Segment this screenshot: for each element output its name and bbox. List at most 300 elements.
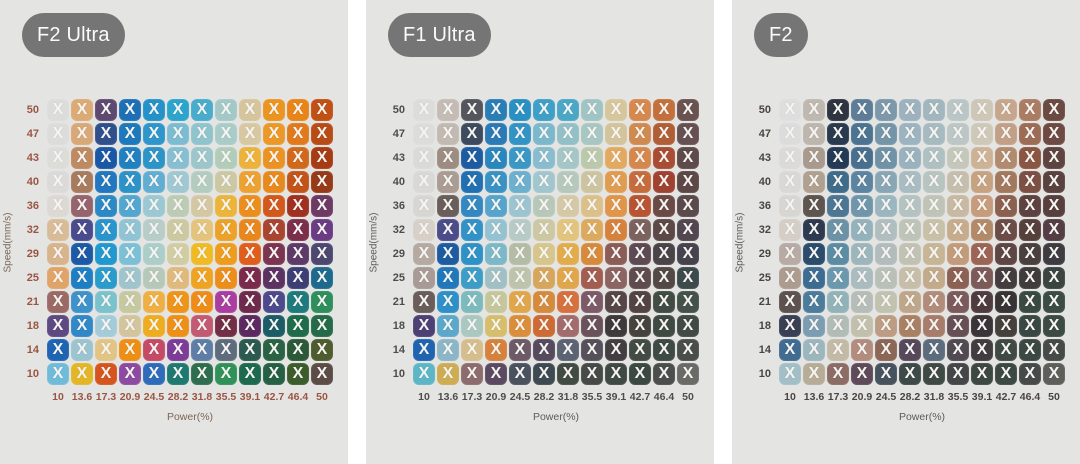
result-tile: X	[71, 123, 93, 145]
x-tick-label: 35.5	[947, 391, 969, 403]
result-tile: X	[875, 339, 897, 361]
result-tile: X	[779, 147, 801, 169]
result-tile: X	[1043, 291, 1065, 313]
result-tile: X	[875, 291, 897, 313]
result-tile: X	[461, 267, 483, 289]
result-tile: X	[557, 171, 579, 193]
result-tile: X	[191, 339, 213, 361]
result-tile: X	[779, 99, 801, 121]
result-tile: X	[581, 99, 603, 121]
result-tile: X	[533, 147, 555, 169]
result-tile: X	[413, 171, 435, 193]
result-tile: X	[803, 363, 825, 385]
result-tile: X	[191, 291, 213, 313]
result-tile: X	[311, 123, 333, 145]
result-tile: X	[47, 219, 69, 241]
result-tile: X	[899, 243, 921, 265]
result-tile: X	[653, 219, 675, 241]
result-tile: X	[923, 219, 945, 241]
speed-power-grid	[375, 99, 699, 425]
result-tile: X	[653, 147, 675, 169]
result-tile: X	[437, 99, 459, 121]
result-tile: X	[677, 315, 699, 337]
result-tile: X	[557, 147, 579, 169]
result-tile: X	[71, 315, 93, 337]
result-tile: X	[239, 99, 261, 121]
result-tile: X	[47, 363, 69, 385]
result-tile: X	[803, 123, 825, 145]
result-tile: X	[947, 195, 969, 217]
result-tile: X	[557, 123, 579, 145]
result-tile: X	[629, 315, 651, 337]
x-tick-label: 13.6	[803, 391, 825, 403]
result-tile: X	[437, 339, 459, 361]
result-tile: X	[899, 219, 921, 241]
result-tile: X	[629, 243, 651, 265]
result-tile: X	[311, 99, 333, 121]
x-tick-label: 20.9	[485, 391, 507, 403]
result-tile: X	[557, 363, 579, 385]
result-tile: X	[947, 267, 969, 289]
speed-power-grid	[9, 99, 333, 425]
result-tile: X	[413, 99, 435, 121]
y-tick-label: 40	[758, 176, 771, 188]
result-tile: X	[167, 315, 189, 337]
result-tile: X	[803, 171, 825, 193]
result-tile: X	[557, 195, 579, 217]
result-tile: X	[971, 219, 993, 241]
result-tile: X	[875, 315, 897, 337]
result-tile: X	[311, 147, 333, 169]
y-tick-label: 43	[26, 152, 39, 164]
device-badge-label: F1 Ultra	[403, 23, 476, 46]
axis-corner-spacer	[9, 387, 45, 407]
result-tile: X	[1019, 123, 1041, 145]
y-tick-label: 10	[392, 368, 405, 380]
x-tick-label: 42.7	[995, 391, 1017, 403]
result-tile: X	[653, 315, 675, 337]
result-tile: X	[851, 291, 873, 313]
result-tile: X	[95, 243, 117, 265]
result-tile: X	[215, 339, 237, 361]
result-tile: X	[533, 267, 555, 289]
result-tile: X	[677, 171, 699, 193]
x-axis-title: Power(%)	[898, 411, 946, 423]
result-tile: X	[971, 171, 993, 193]
result-tile: X	[215, 243, 237, 265]
result-tile: X	[71, 171, 93, 193]
result-tile: X	[653, 267, 675, 289]
result-tile: X	[215, 99, 237, 121]
result-tile: X	[191, 267, 213, 289]
result-tile: X	[629, 123, 651, 145]
result-tile: X	[581, 123, 603, 145]
result-tile: X	[803, 339, 825, 361]
result-tile: X	[995, 315, 1017, 337]
result-tile: X	[827, 315, 849, 337]
result-tile: X	[923, 315, 945, 337]
result-tile: X	[827, 267, 849, 289]
result-tile: X	[413, 315, 435, 337]
result-tile: X	[827, 291, 849, 313]
result-tile: X	[437, 123, 459, 145]
y-tick-label: 32	[758, 224, 771, 236]
result-tile: X	[263, 339, 285, 361]
result-tile: X	[437, 363, 459, 385]
result-tile: X	[605, 219, 627, 241]
y-tick-label: 14	[758, 344, 771, 356]
result-tile: X	[143, 315, 165, 337]
result-tile: X	[1019, 195, 1041, 217]
y-tick-label: 29	[758, 248, 771, 260]
result-tile: X	[413, 219, 435, 241]
result-tile: X	[899, 315, 921, 337]
result-tile: X	[239, 123, 261, 145]
result-tile: X	[1043, 339, 1065, 361]
result-tile: X	[851, 171, 873, 193]
result-tile: X	[581, 219, 603, 241]
result-tile: X	[215, 267, 237, 289]
result-tile: X	[287, 219, 309, 241]
result-tile: X	[1043, 195, 1065, 217]
result-tile: X	[875, 171, 897, 193]
x-tick-label: 24.5	[143, 391, 165, 403]
result-tile: X	[851, 267, 873, 289]
result-tile: X	[899, 195, 921, 217]
result-tile: X	[827, 243, 849, 265]
result-tile: X	[191, 123, 213, 145]
result-tile: X	[47, 339, 69, 361]
result-tile: X	[311, 267, 333, 289]
x-tick-label: 35.5	[215, 391, 237, 403]
result-tile: X	[485, 123, 507, 145]
result-tile: X	[851, 195, 873, 217]
result-tile: X	[899, 147, 921, 169]
result-tile: X	[971, 315, 993, 337]
result-tile: X	[995, 99, 1017, 121]
result-tile: X	[215, 219, 237, 241]
result-tile: X	[143, 267, 165, 289]
result-tile: X	[947, 171, 969, 193]
result-tile: X	[509, 291, 531, 313]
result-tile: X	[1019, 291, 1041, 313]
result-tile: X	[119, 267, 141, 289]
result-tile: X	[1019, 219, 1041, 241]
result-tile: X	[413, 123, 435, 145]
y-tick-label: 18	[392, 320, 405, 332]
result-tile: X	[899, 291, 921, 313]
x-axis-title: Power(%)	[532, 411, 580, 423]
result-tile: X	[899, 363, 921, 385]
result-tile: X	[311, 291, 333, 313]
result-tile: X	[557, 267, 579, 289]
result-tile: X	[215, 363, 237, 385]
result-tile: X	[653, 171, 675, 193]
panel-f2-ultra	[0, 0, 348, 464]
panel-f2	[732, 0, 1080, 464]
result-tile: X	[971, 123, 993, 145]
result-tile: X	[485, 171, 507, 193]
result-tile: X	[581, 363, 603, 385]
result-tile: X	[677, 123, 699, 145]
result-tile: X	[167, 171, 189, 193]
result-tile: X	[605, 123, 627, 145]
result-tile: X	[413, 195, 435, 217]
x-tick-label: 17.3	[95, 391, 117, 403]
result-tile: X	[485, 315, 507, 337]
x-tick-label: 20.9	[851, 391, 873, 403]
result-tile: X	[47, 291, 69, 313]
result-tile: X	[143, 123, 165, 145]
result-tile: X	[509, 195, 531, 217]
result-tile: X	[71, 99, 93, 121]
result-tile: X	[263, 219, 285, 241]
result-tile: X	[71, 195, 93, 217]
result-tile: X	[311, 243, 333, 265]
result-tile: X	[239, 195, 261, 217]
result-tile: X	[167, 195, 189, 217]
result-tile: X	[899, 339, 921, 361]
result-tile: X	[827, 147, 849, 169]
result-tile: X	[779, 123, 801, 145]
device-badge-label: F2	[769, 23, 793, 46]
result-tile: X	[215, 195, 237, 217]
y-tick-label: 40	[26, 176, 39, 188]
result-tile: X	[533, 363, 555, 385]
x-tick-label: 46.4	[287, 391, 309, 403]
result-tile: X	[899, 171, 921, 193]
result-tile: X	[923, 291, 945, 313]
result-tile: X	[779, 195, 801, 217]
result-tile: X	[677, 147, 699, 169]
y-tick-label: 32	[392, 224, 405, 236]
result-tile: X	[263, 123, 285, 145]
result-tile: X	[287, 291, 309, 313]
result-tile: X	[1019, 147, 1041, 169]
result-tile: X	[533, 171, 555, 193]
result-tile: X	[677, 363, 699, 385]
result-tile: X	[215, 147, 237, 169]
y-tick-label: 21	[758, 296, 771, 308]
result-tile: X	[851, 339, 873, 361]
x-tick-label: 10	[52, 391, 64, 403]
result-tile: X	[995, 267, 1017, 289]
result-tile: X	[1043, 315, 1065, 337]
result-tile: X	[653, 123, 675, 145]
result-tile: X	[581, 339, 603, 361]
result-tile: X	[851, 219, 873, 241]
result-tile: X	[605, 147, 627, 169]
x-tick-label: 42.7	[629, 391, 651, 403]
result-tile: X	[827, 123, 849, 145]
result-tile: X	[71, 363, 93, 385]
result-tile: X	[95, 267, 117, 289]
result-tile: X	[803, 99, 825, 121]
result-tile: X	[1019, 171, 1041, 193]
result-tile: X	[95, 219, 117, 241]
result-tile: X	[461, 147, 483, 169]
result-tile: X	[971, 267, 993, 289]
result-tile: X	[263, 99, 285, 121]
x-tick-label: 13.6	[437, 391, 459, 403]
y-tick-label: 10	[26, 368, 39, 380]
result-tile: X	[119, 315, 141, 337]
result-tile: X	[1043, 171, 1065, 193]
x-tick-label: 50	[1048, 391, 1060, 403]
result-tile: X	[629, 219, 651, 241]
result-tile: X	[191, 147, 213, 169]
result-tile: X	[239, 363, 261, 385]
x-tick-label: 10	[418, 391, 430, 403]
result-tile: X	[167, 147, 189, 169]
y-tick-label: 50	[26, 104, 39, 116]
result-tile: X	[947, 99, 969, 121]
result-tile: X	[143, 147, 165, 169]
y-tick-label: 18	[758, 320, 771, 332]
result-tile: X	[287, 267, 309, 289]
y-tick-label: 25	[758, 272, 771, 284]
result-tile: X	[143, 243, 165, 265]
result-tile: X	[167, 99, 189, 121]
result-tile: X	[653, 99, 675, 121]
device-badge-label: F2 Ultra	[37, 23, 110, 46]
result-tile: X	[167, 291, 189, 313]
result-tile: X	[581, 267, 603, 289]
result-tile: X	[923, 339, 945, 361]
result-tile: X	[629, 195, 651, 217]
result-tile: X	[485, 243, 507, 265]
result-tile: X	[533, 123, 555, 145]
result-tile: X	[995, 219, 1017, 241]
result-tile: X	[947, 219, 969, 241]
result-tile: X	[827, 339, 849, 361]
result-tile: X	[875, 219, 897, 241]
result-tile: X	[533, 195, 555, 217]
result-tile: X	[143, 99, 165, 121]
result-tile: X	[803, 315, 825, 337]
result-tile: X	[1043, 99, 1065, 121]
result-tile: X	[923, 243, 945, 265]
result-tile: X	[947, 123, 969, 145]
y-tick-label: 50	[758, 104, 771, 116]
result-tile: X	[47, 195, 69, 217]
result-tile: X	[875, 195, 897, 217]
result-tile: X	[899, 123, 921, 145]
result-tile: X	[167, 267, 189, 289]
x-tick-label: 39.1	[239, 391, 261, 403]
result-tile: X	[485, 363, 507, 385]
x-tick-label: 10	[784, 391, 796, 403]
result-tile: X	[677, 243, 699, 265]
result-tile: X	[311, 363, 333, 385]
result-tile: X	[923, 363, 945, 385]
x-tick-label: 31.8	[191, 391, 213, 403]
x-tick-label: 42.7	[263, 391, 285, 403]
result-tile: X	[923, 171, 945, 193]
result-tile: X	[71, 219, 93, 241]
x-tick-label: 46.4	[1019, 391, 1041, 403]
result-tile: X	[191, 243, 213, 265]
result-tile: X	[413, 291, 435, 313]
result-tile: X	[605, 363, 627, 385]
result-tile: X	[581, 147, 603, 169]
y-tick-label: 29	[26, 248, 39, 260]
x-tick-label: 28.2	[899, 391, 921, 403]
result-tile: X	[779, 171, 801, 193]
result-tile: X	[605, 195, 627, 217]
result-tile: X	[143, 339, 165, 361]
y-tick-label: 10	[758, 368, 771, 380]
y-tick-label: 36	[758, 200, 771, 212]
result-tile: X	[923, 123, 945, 145]
result-tile: X	[629, 99, 651, 121]
result-tile: X	[461, 315, 483, 337]
result-tile: X	[71, 339, 93, 361]
result-tile: X	[851, 363, 873, 385]
result-tile: X	[827, 195, 849, 217]
result-tile: X	[95, 315, 117, 337]
y-tick-label: 18	[26, 320, 39, 332]
x-tick-label: 28.2	[167, 391, 189, 403]
result-tile: X	[803, 219, 825, 241]
result-tile: X	[779, 315, 801, 337]
y-tick-label: 36	[26, 200, 39, 212]
result-tile: X	[287, 171, 309, 193]
result-tile: X	[827, 99, 849, 121]
y-axis-title: Speed(mm/s)	[734, 212, 746, 273]
result-tile: X	[461, 363, 483, 385]
result-tile: X	[533, 99, 555, 121]
result-tile: X	[779, 291, 801, 313]
result-tile: X	[995, 339, 1017, 361]
result-tile: X	[557, 99, 579, 121]
result-tile: X	[557, 291, 579, 313]
result-tile: X	[311, 219, 333, 241]
result-tile: X	[119, 363, 141, 385]
result-tile: X	[1043, 219, 1065, 241]
result-tile: X	[827, 219, 849, 241]
result-tile: X	[1043, 267, 1065, 289]
result-tile: X	[1019, 363, 1041, 385]
result-tile: X	[605, 339, 627, 361]
result-tile: X	[605, 267, 627, 289]
result-tile: X	[971, 195, 993, 217]
result-tile: X	[461, 291, 483, 313]
result-tile: X	[803, 291, 825, 313]
result-tile: X	[263, 315, 285, 337]
result-tile: X	[191, 219, 213, 241]
result-tile: X	[191, 99, 213, 121]
result-tile: X	[533, 291, 555, 313]
result-tile: X	[557, 243, 579, 265]
result-tile: X	[1019, 339, 1041, 361]
result-tile: X	[1019, 267, 1041, 289]
result-tile: X	[437, 195, 459, 217]
result-tile: X	[875, 123, 897, 145]
result-tile: X	[47, 99, 69, 121]
result-tile: X	[629, 339, 651, 361]
x-tick-label: 20.9	[119, 391, 141, 403]
result-tile: X	[239, 291, 261, 313]
result-tile: X	[239, 315, 261, 337]
result-tile: X	[71, 147, 93, 169]
result-tile: X	[1043, 243, 1065, 265]
result-tile: X	[191, 363, 213, 385]
result-tile: X	[509, 147, 531, 169]
result-tile: X	[461, 195, 483, 217]
result-tile: X	[851, 315, 873, 337]
y-tick-label: 47	[392, 128, 405, 140]
